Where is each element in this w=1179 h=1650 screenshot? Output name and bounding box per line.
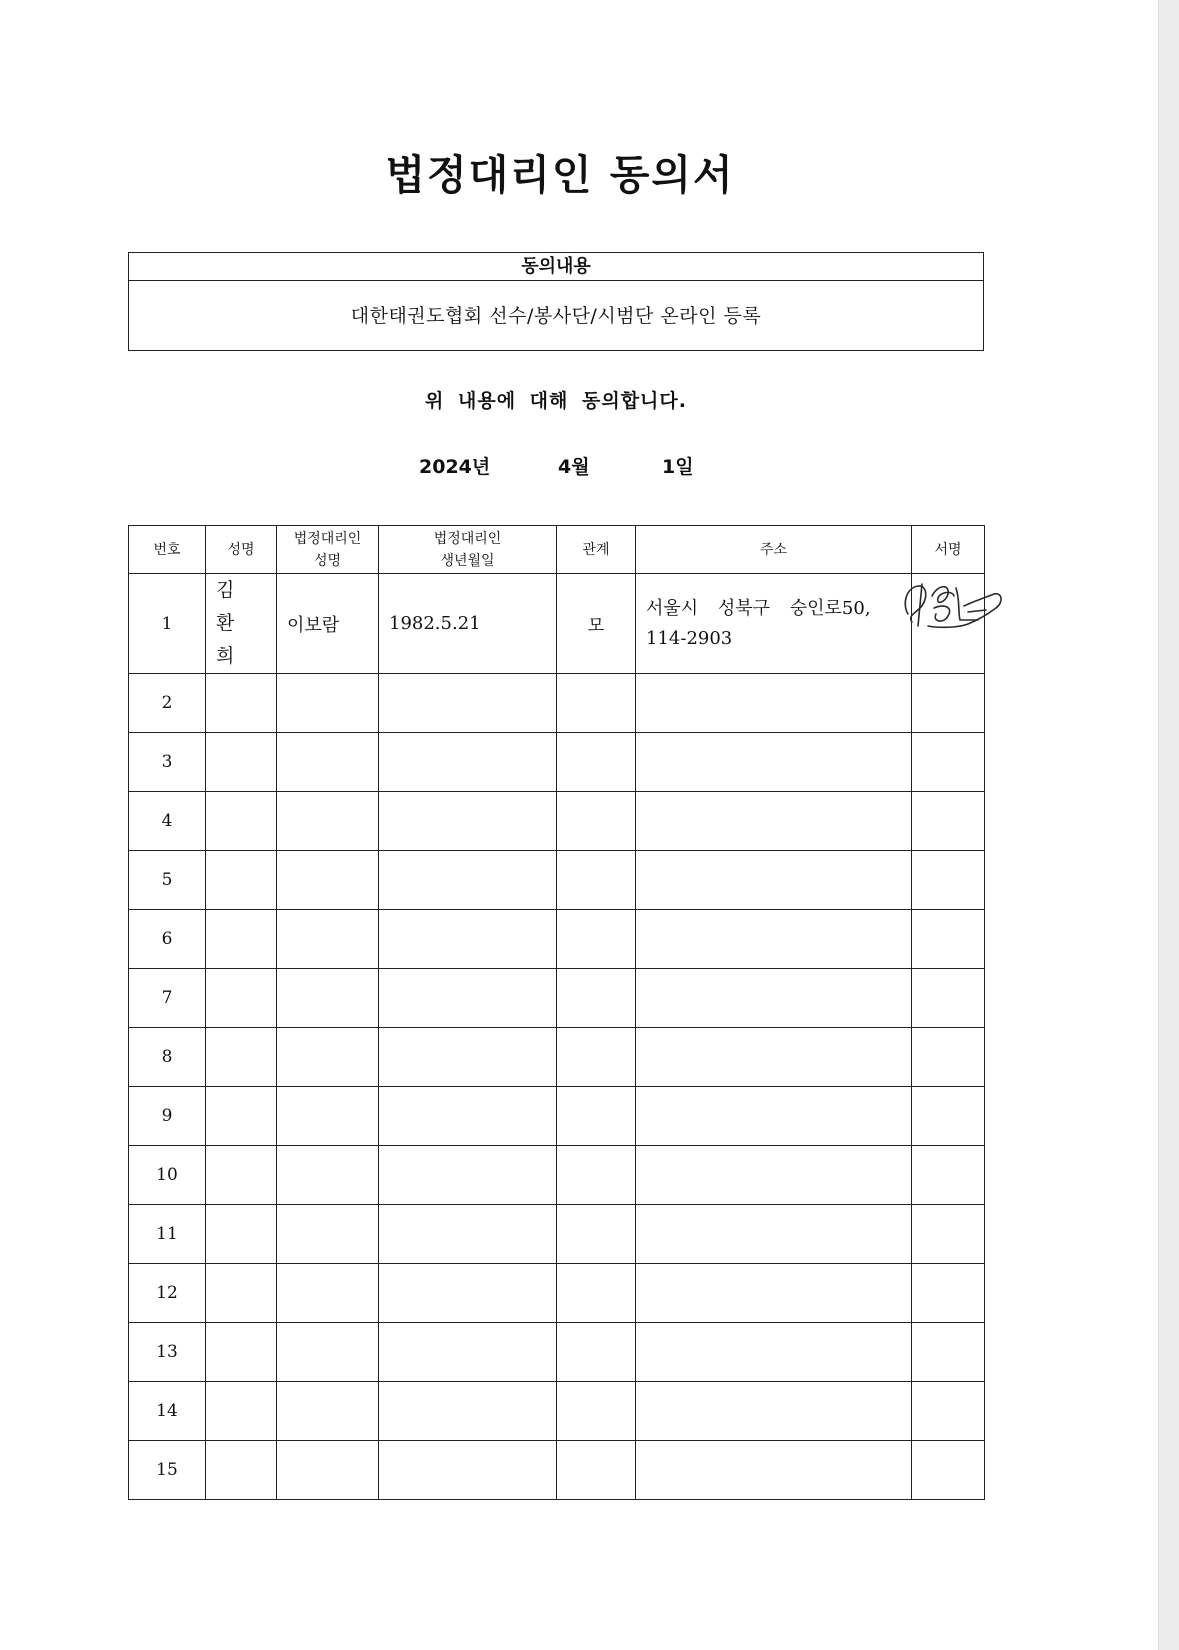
date-year: 2024년 [419,456,491,478]
empty-cell [277,851,379,910]
empty-cell [912,910,985,969]
table-row [129,851,985,910]
empty-cell [912,674,985,733]
row-no: 1 [129,574,206,674]
empty-cell [277,1382,379,1441]
empty-cell [912,1146,985,1205]
row-signature [912,574,985,674]
empty-cell [379,1146,557,1205]
empty-cell [379,733,557,792]
table-row [129,792,985,851]
empty-cell [557,792,636,851]
header-guardian-name-line1: 법정대리인 [293,530,362,547]
empty-cell [912,792,985,851]
table-row [129,1028,985,1087]
empty-cell [379,1323,557,1382]
empty-cell [277,969,379,1028]
vertical-scrollbar[interactable] [1158,0,1179,1650]
consent-header: 동의내용 [129,253,983,281]
empty-cell [277,910,379,969]
guardian-table [128,525,985,1500]
empty-cell [379,1264,557,1323]
row-no: 14 [129,1382,206,1441]
empty-cell [912,1441,985,1500]
empty-cell [379,792,557,851]
empty-cell [636,792,912,851]
empty-cell [557,733,636,792]
empty-cell [277,1146,379,1205]
empty-cell [379,851,557,910]
row-no: 15 [129,1441,206,1500]
empty-cell [557,1146,636,1205]
empty-cell [277,1087,379,1146]
empty-cell [206,1087,277,1146]
empty-cell [636,1028,912,1087]
empty-cell [557,1441,636,1500]
row-guardian-name: 이보람 [277,574,379,674]
empty-cell [379,1441,557,1500]
date-day: 1일 [662,456,694,478]
header-guardian-birth [379,526,557,574]
empty-cell [557,674,636,733]
empty-cell [636,733,912,792]
empty-cell [379,969,557,1028]
empty-cell [379,1087,557,1146]
empty-cell [277,1205,379,1264]
row-no: 2 [129,674,206,733]
empty-cell [557,1382,636,1441]
empty-cell [557,1028,636,1087]
table-row [129,1382,985,1441]
handwritten-signature [898,576,1008,632]
header-signature: 서명 [912,526,985,574]
empty-cell [636,1087,912,1146]
table-header-row [129,526,985,574]
row-name: 김 환 희 [206,574,277,674]
row-address [636,574,912,674]
row-address-line1: 서울시 성북구 숭인로50, [646,597,871,619]
empty-cell [206,1382,277,1441]
row-no: 11 [129,1205,206,1264]
empty-cell [912,851,985,910]
empty-cell [379,1028,557,1087]
header-name: 성명 [206,526,277,574]
agree-statement: 위 내용에 대해 동의합니다. [425,390,687,412]
empty-cell [557,969,636,1028]
empty-cell [636,1205,912,1264]
table-row [129,910,985,969]
empty-cell [206,1264,277,1323]
empty-cell [912,1087,985,1146]
table-row [129,1205,985,1264]
empty-cell [277,792,379,851]
table-row [129,1441,985,1500]
row-no: 4 [129,792,206,851]
table-row [129,1087,985,1146]
empty-cell [557,1264,636,1323]
empty-cell [557,1087,636,1146]
empty-cell [636,1441,912,1500]
empty-cell [206,1441,277,1500]
table-row [129,969,985,1028]
empty-cell [277,674,379,733]
empty-cell [636,910,912,969]
row-no: 3 [129,733,206,792]
empty-cell [636,1146,912,1205]
empty-cell [379,1382,557,1441]
empty-cell [206,1028,277,1087]
empty-cell [912,1323,985,1382]
row-no: 8 [129,1028,206,1087]
date-month: 4월 [558,456,590,478]
empty-cell [912,1264,985,1323]
table-row [129,674,985,733]
empty-cell [636,851,912,910]
empty-cell [636,969,912,1028]
empty-cell [557,910,636,969]
header-address: 주소 [636,526,912,574]
header-guardian-birth-line2: 생년월일 [440,552,495,569]
header-no: 번호 [129,526,206,574]
empty-cell [206,969,277,1028]
row-no: 7 [129,969,206,1028]
row-no: 9 [129,1087,206,1146]
empty-cell [912,733,985,792]
empty-cell [912,1205,985,1264]
empty-cell [206,1323,277,1382]
empty-cell [277,1323,379,1382]
row-no: 12 [129,1264,206,1323]
empty-cell [206,733,277,792]
row-guardian-birth: 1982.5.21 [379,574,557,674]
empty-cell [206,792,277,851]
empty-cell [277,1264,379,1323]
empty-cell [206,1146,277,1205]
empty-cell [557,1205,636,1264]
row-no: 6 [129,910,206,969]
empty-cell [277,733,379,792]
empty-cell [206,1205,277,1264]
empty-cell [636,1264,912,1323]
table-row [129,733,985,792]
consent-content-box [128,252,984,351]
row-no: 13 [129,1323,206,1382]
empty-cell [277,1028,379,1087]
row-relation: 모 [557,574,636,674]
empty-cell [557,1323,636,1382]
empty-cell [379,674,557,733]
empty-cell [912,1382,985,1441]
empty-cell [912,1028,985,1087]
empty-cell [636,674,912,733]
table-row [129,574,985,674]
empty-cell [557,851,636,910]
document-title: 법정대리인 동의서 [385,151,735,199]
empty-cell [206,910,277,969]
empty-cell [379,910,557,969]
header-guardian-name-line2: 성명 [313,552,342,569]
table-row [129,1264,985,1323]
empty-cell [206,851,277,910]
row-no: 10 [129,1146,206,1205]
empty-cell [636,1382,912,1441]
table-row [129,1323,985,1382]
empty-cell [379,1205,557,1264]
header-relation: 관계 [557,526,636,574]
empty-cell [206,674,277,733]
empty-cell [636,1323,912,1382]
empty-cell [277,1441,379,1500]
table-row [129,1146,985,1205]
row-address-line2: 114-2903 [646,627,733,649]
header-guardian-birth-line1: 법정대리인 [433,530,502,547]
consent-text: 대한태권도협회 선수/봉사단/시범단 온라인 등록 [350,305,762,327]
header-guardian-name [277,526,379,574]
empty-cell [912,969,985,1028]
row-no: 5 [129,851,206,910]
